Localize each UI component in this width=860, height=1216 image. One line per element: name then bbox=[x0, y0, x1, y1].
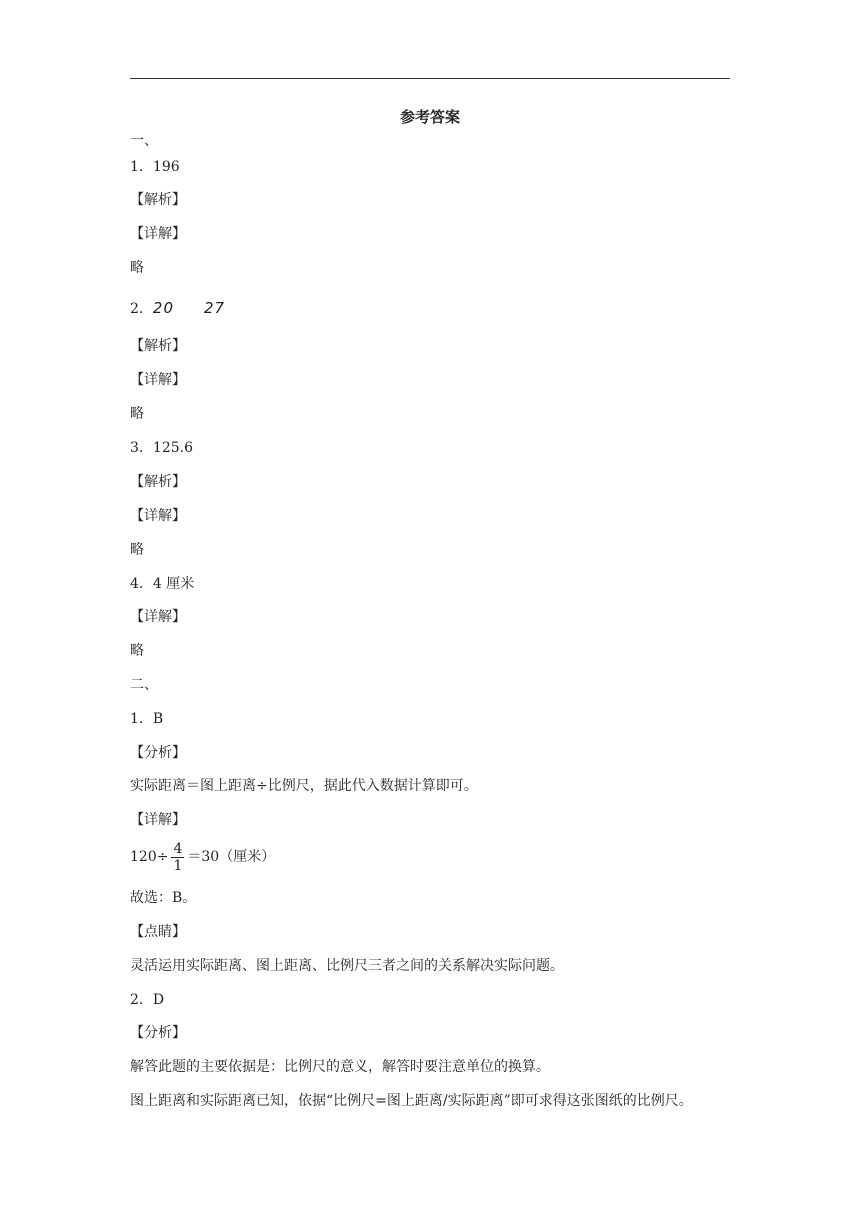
s2-q1-detail-heading: 【详解】 bbox=[130, 812, 186, 828]
s2-q1-comment-text: 灵活运用实际距离、图上距离、比例尺三者之间的关系解决实际问题。 bbox=[130, 958, 564, 974]
s1-q3-detail-heading: 【详解】 bbox=[130, 508, 186, 524]
s1-q2-answer-b: 27 bbox=[204, 299, 226, 317]
s1-q2-number: 2． bbox=[130, 301, 153, 317]
s2-q1-analysis-text: 实际距离＝图上距离÷比例尺，据此代入数据计算即可。 bbox=[130, 778, 478, 794]
s2-q1-choice: 故选：B。 bbox=[130, 890, 197, 906]
s1-q1-analysis-heading: 【解析】 bbox=[130, 192, 186, 208]
s1-q3-analysis-heading: 【解析】 bbox=[130, 474, 186, 490]
s1-q1-detail-heading: 【详解】 bbox=[130, 226, 186, 242]
s1-q2-analysis-heading: 【解析】 bbox=[130, 338, 186, 354]
section-2-label: 二、 bbox=[130, 677, 158, 693]
formula-left: 120÷ bbox=[130, 849, 169, 865]
s1-q3-answer: 3．125.6 bbox=[130, 440, 193, 456]
s1-q4-answer: 4．4 厘米 bbox=[130, 576, 195, 592]
fraction bbox=[171, 841, 184, 874]
formula-right: ＝30（厘米） bbox=[187, 849, 276, 865]
s1-q2-answer-a: 20 bbox=[152, 299, 175, 317]
s2-q2-analysis-text-1: 解答此题的主要依据是：比例尺的意义，解答时要注意单位的换算。 bbox=[130, 1059, 550, 1075]
s2-q1-analysis-heading: 【分析】 bbox=[130, 745, 186, 761]
s2-q2-analysis-heading: 【分析】 bbox=[130, 1025, 186, 1041]
s2-q1-formula bbox=[130, 837, 275, 877]
s1-q2-detail-heading: 【详解】 bbox=[130, 372, 186, 388]
s2-q2-analysis-text-2: 图上距离和实际距离已知，依据“比例尺=图上距离/实际距离”即可求得这张图纸的比例尺。 bbox=[130, 1093, 693, 1109]
page-title: 参考答案 bbox=[399, 108, 460, 126]
section-1-label: 一、 bbox=[130, 133, 158, 149]
s1-q3-detail-text: 略 bbox=[130, 542, 144, 558]
s2-q2-answer: 2．D bbox=[130, 992, 165, 1008]
s1-q1-detail-text: 略 bbox=[130, 260, 144, 276]
s2-q1-comment-heading: 【点睛】 bbox=[130, 924, 186, 940]
fraction-numerator: 4 bbox=[173, 840, 183, 857]
s1-q4-detail-heading: 【详解】 bbox=[130, 609, 186, 625]
header-rule bbox=[130, 78, 730, 79]
fraction-denominator: 1 bbox=[173, 857, 183, 874]
s2-q1-answer: 1．B bbox=[130, 711, 164, 727]
s1-q2-answer bbox=[130, 299, 225, 318]
s1-q2-detail-text: 略 bbox=[130, 406, 144, 422]
s1-q1-answer: 1．196 bbox=[130, 159, 180, 175]
s1-q4-detail-text: 略 bbox=[130, 643, 144, 659]
